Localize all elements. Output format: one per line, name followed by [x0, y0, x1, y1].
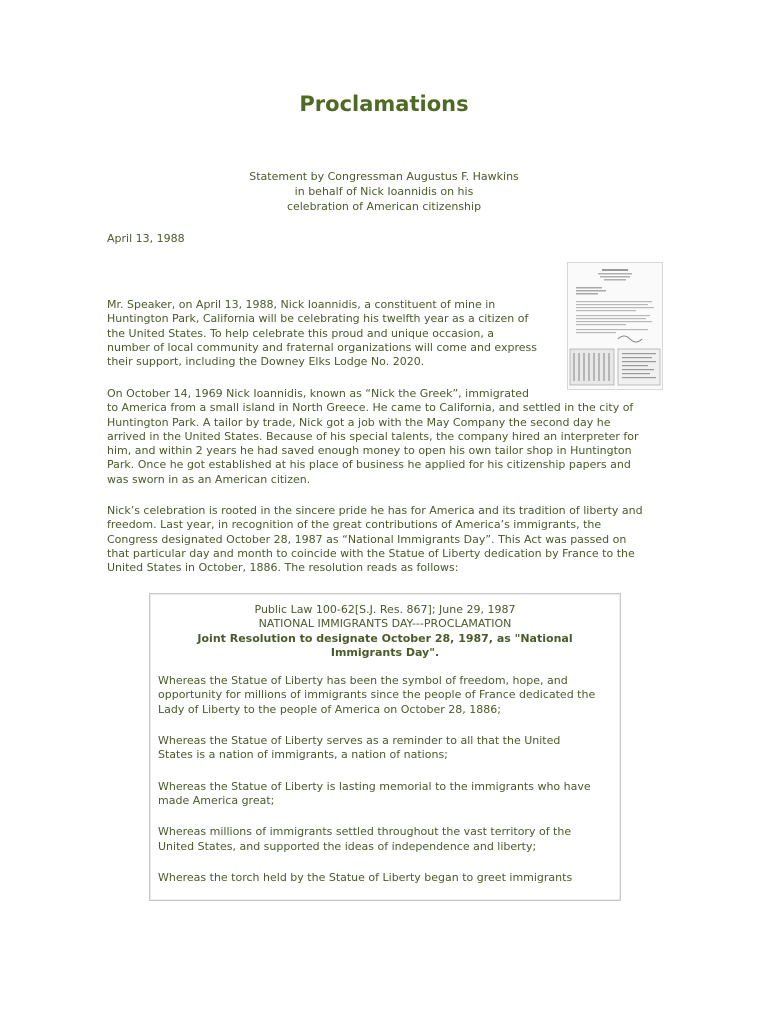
clause-line: Whereas the Statue of Liberty is lasting memorial to the immigrants who have [158, 779, 591, 793]
statement-heading [184, 169, 584, 214]
statement-line: Statement by Congressman Augustus F. Hawkins [249, 170, 519, 183]
resolution-header [150, 603, 620, 660]
paragraph-intro [107, 298, 557, 369]
paragraph-line: to America from a small island in North Greece. He came to California, and settled in the city of [107, 401, 634, 415]
resolution-clause [158, 734, 613, 763]
paragraph-line: On October 14, 1969 Nick Ioannidis, known as “Nick the Greek”, immigrated [107, 387, 530, 400]
resolution-heading: NATIONAL IMMIGRANTS DAY---PROCLAMATION [258, 617, 512, 631]
statement-date: April 13, 1988 [107, 232, 185, 245]
clause-line: United States, and supported the ideas of independence and liberty; [158, 839, 537, 853]
paragraph-line: freedom. Last year, in recognition of the great contributions of America’s immigrants, the [107, 518, 602, 532]
clause-line: Whereas the Statue of Liberty serves as a reminder to all that the United [158, 734, 561, 748]
paragraph-biography [107, 387, 667, 487]
clause-line: States is a nation of immigrants, a nation of nations; [158, 748, 448, 762]
paragraph-line: him, and within 2 years he had saved enough money to open his own tailor shop in Huntington [107, 444, 632, 458]
resolution-clause [158, 825, 613, 854]
resolution-law: Public Law 100-62[S.J. Res. 867]; June 29, 1987 [254, 603, 516, 616]
clause-line: made America great; [158, 793, 275, 807]
paragraph-line: Nick’s celebration is rooted in the sincere pride he has for America and its tradition of liberty and [107, 504, 643, 517]
paragraph-line: number of local community and fraternal organizations will come and express [107, 340, 537, 354]
paragraph-line: Congress designated October 28, 1987 as “National Immigrants Day”. This Act was passed on [107, 532, 627, 546]
paragraph-line: United States in October, 1886. The resolution reads as follows: [107, 561, 459, 575]
clause-line: Whereas the torch held by the Statue of Liberty began to greet immigrants [158, 870, 573, 884]
paragraph-line: that particular day and month to coincide with the Statue of Liberty dedication by France to the [107, 546, 635, 560]
statement-line: celebration of American citizenship [286, 200, 482, 213]
clause-line: Lady of Liberty to the people of America on October 28, 1886; [158, 702, 501, 716]
paragraph-line: Park. Once he got established at his place of business he applied for his citizenship papers and [107, 458, 631, 472]
paragraph-celebration [107, 504, 667, 575]
resolution-clause [158, 871, 613, 885]
paragraph-line: Huntington Park, California will be celebrating his twelfth year as a citizen of [107, 312, 529, 326]
resolution-clause [158, 780, 613, 809]
paragraph-line: Mr. Speaker, on April 13, 1988, Nick Ioannidis, a constituent of mine in [107, 298, 496, 311]
paragraph-line: Huntington Park. A tailor by trade, Nick got a job with the May Company the second day he [107, 415, 611, 429]
clause-line: opportunity for millions of immigrants since the people of France dedicated the [158, 688, 596, 702]
paragraph-line: the United States. To help celebrate this proud and unique occasion, a [107, 326, 495, 340]
resolution-box [149, 593, 621, 901]
clause-line: Whereas the Statue of Liberty has been the symbol of freedom, hope, and [158, 674, 568, 688]
statement-line: in behalf of Nick Ioannidis on his [294, 185, 474, 198]
clause-line: Whereas millions of immigrants settled throughout the vast territory of the [158, 825, 572, 839]
paragraph-line: was sworn in as an American citizen. [107, 472, 311, 486]
resolution-title-line: Joint Resolution to designate October 28, 1987, as "National [197, 631, 573, 645]
paragraph-line: arrived in the United States. Because of his special talents, the company hired an interpreter for [107, 429, 639, 443]
letter-thumbnail-icon [568, 263, 662, 389]
resolution-title-line: Immigrants Day". [330, 645, 440, 659]
paragraph-line: their support, including the Downey Elks Lodge No. 2020. [107, 355, 425, 369]
letter-thumbnail-image[interactable] [567, 262, 663, 390]
resolution-clause [158, 674, 613, 717]
page-title: Proclamations [299, 92, 469, 116]
